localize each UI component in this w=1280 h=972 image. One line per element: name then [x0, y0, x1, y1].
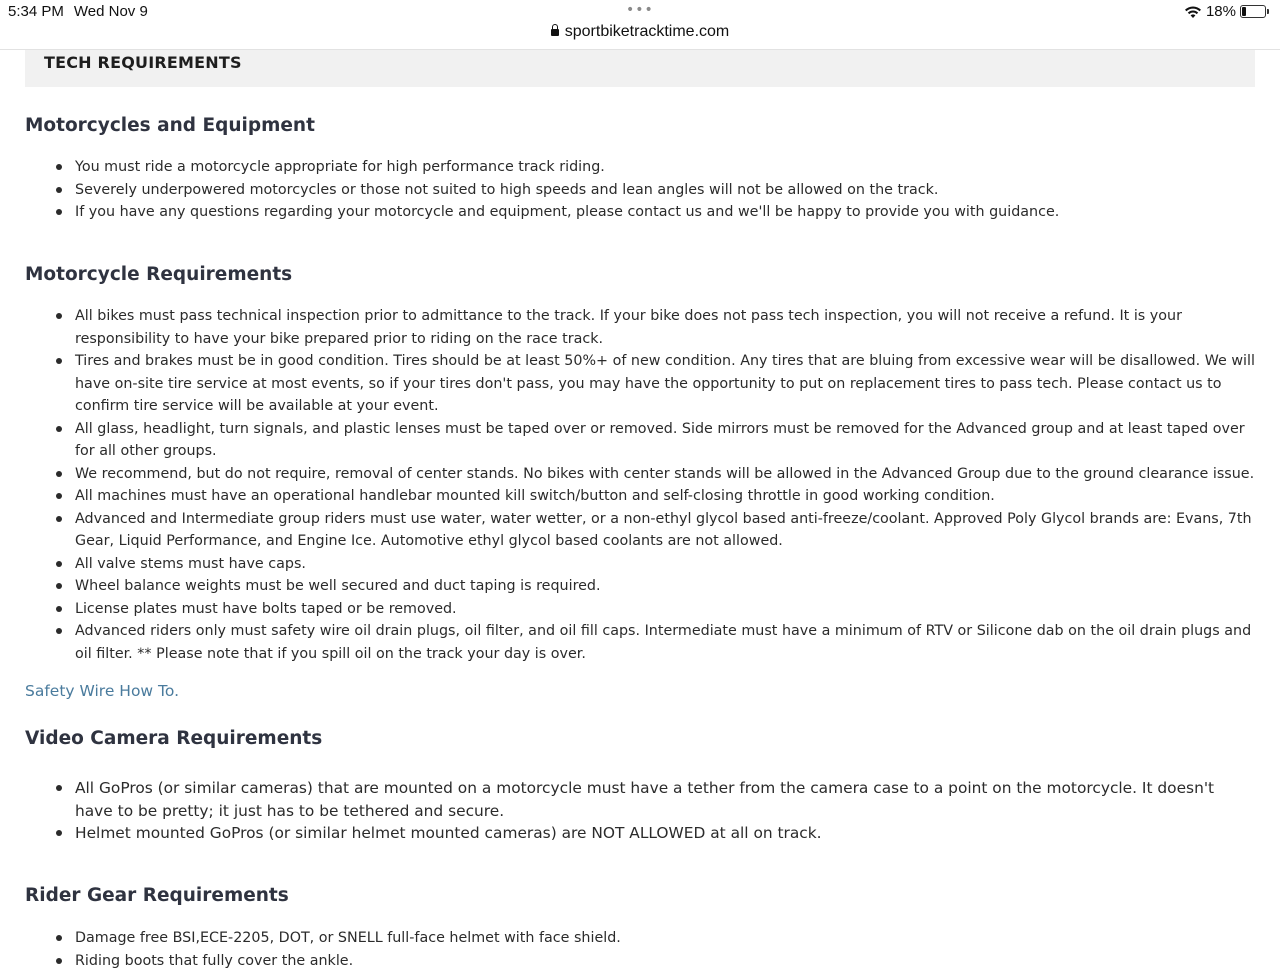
- list-item: Damage free BSI,ECE-2205, DOT, or SNELL full-face helmet with face shield.: [75, 927, 1255, 950]
- status-indicators: [1184, 3, 1266, 20]
- heading-motorcycle-requirements: Motorcycle Requirements: [25, 264, 292, 285]
- multitasking-dots[interactable]: •••: [626, 2, 654, 18]
- heading-rider-gear-requirements: Rider Gear Requirements: [25, 885, 289, 906]
- list-item: All bikes must pass technical inspection prior to admittance to the track. If your bike does not pass tech inspection, you will not receive a refund. It is your responsibility to have your bike prepared prior to riding on the race track.: [75, 305, 1255, 350]
- section-title: TECH REQUIREMENTS: [25, 50, 1255, 87]
- heading-motorcycles-and-equipment: Motorcycles and Equipment: [25, 115, 315, 136]
- list-motorcycle-requirements: [25, 305, 1255, 665]
- list-item: All valve stems must have caps.: [75, 553, 1255, 576]
- heading-video-camera-requirements: Video Camera Requirements: [25, 728, 322, 749]
- list-item: Wheel balance weights must be well secured and duct taping is required.: [75, 575, 1255, 598]
- status-time: 5:34 PM Wed Nov 9: [8, 3, 148, 20]
- ios-status-bar: [0, 0, 1280, 50]
- list-item: Tires and brakes must be in good condition. Tires should be at least 50%+ of new condition. Any tires that are bluing from excessive wear will be disallowed. We will have on-site tire service at most events, so if your tires don't pass, you may have the opportunity to put on replacement tires to pass tech. Please contact us to confirm tire service will be available at your event.: [75, 350, 1255, 418]
- list-item: If you have any questions regarding your motorcycle and equipment, please contact us and we'll be happy to provide you with guidance.: [75, 201, 1255, 224]
- address-bar[interactable]: [0, 23, 1280, 41]
- status-date: Wed Nov 9: [74, 3, 148, 20]
- list-item: Severely underpowered motorcycles or those not suited to high speeds and lean angles will not be allowed on the track.: [75, 179, 1255, 202]
- list-item: Riding boots that fully cover the ankle.: [75, 950, 1255, 972]
- battery-icon: [1240, 5, 1266, 18]
- list-item: All machines must have an operational handlebar mounted kill switch/button and self-closing throttle in good working condition.: [75, 485, 1255, 508]
- wifi-icon: [1184, 5, 1202, 19]
- list-item: Advanced riders only must safety wire oil drain plugs, oil filter, and oil fill caps. Intermediate must have a minimum of RTV or Silicone dab on the oil drain plugs and oil filter. ** Please note that if you spill oil on the track your day is over.: [75, 620, 1255, 665]
- safety-wire-link[interactable]: Safety Wire How To.: [25, 682, 179, 700]
- list-item: License plates must have bolts taped or be removed.: [75, 598, 1255, 621]
- list-item: We recommend, but do not require, removal of center stands. No bikes with center stands will be allowed in the Advanced Group due to the ground clearance issue.: [75, 463, 1255, 486]
- list-item: You must ride a motorcycle appropriate for high performance track riding.: [75, 156, 1255, 179]
- list-motorcycles-and-equipment: [25, 156, 1255, 224]
- list-item: All GoPros (or similar cameras) that are mounted on a motorcycle must have a tether from the camera case to a point on the motorcycle. It doesn't have to be pretty; it just has to be tethered and secure.: [75, 777, 1255, 822]
- list-item: Advanced and Intermediate group riders must use water, water wetter, or a non-ethyl glycol based anti-freeze/coolant. Approved Poly Glycol brands are: Evans, 7th Gear, Liquid Performance, and Engine Ice. Automotive ethyl glycol based coolants are not allowed.: [75, 508, 1255, 553]
- list-item: Helmet mounted GoPros (or similar helmet mounted cameras) are NOT ALLOWED at all on track.: [75, 822, 1255, 845]
- list-video-camera-requirements: [25, 777, 1255, 845]
- list-item: All glass, headlight, turn signals, and plastic lenses must be taped over or removed. Side mirrors must be removed for the Advanced group and at least taped over for all other groups.: [75, 418, 1255, 463]
- battery-percent: 18%: [1206, 3, 1236, 20]
- lock-icon: [551, 29, 559, 36]
- url-text: sportbiketracktime.com: [565, 23, 730, 40]
- list-rider-gear-requirements: [25, 927, 1255, 972]
